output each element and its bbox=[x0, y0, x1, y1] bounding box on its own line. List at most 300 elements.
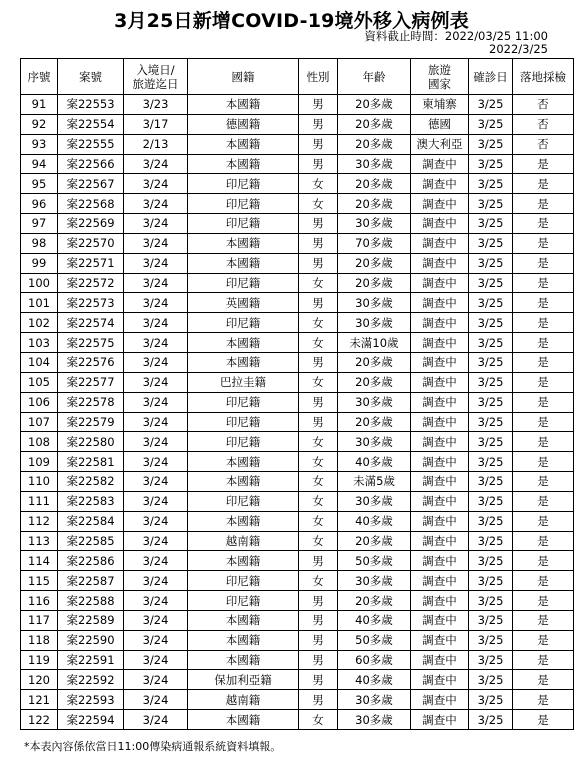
cell-landing-test: 是 bbox=[513, 670, 574, 690]
cell-gender: 女 bbox=[299, 531, 338, 551]
cell-diagnosis-date: 3/25 bbox=[469, 690, 513, 710]
cell-landing-test: 是 bbox=[513, 273, 574, 293]
imported-cases-table bbox=[20, 58, 574, 730]
cell-age: 20多歲 bbox=[338, 531, 411, 551]
cell-entry-date: 3/24 bbox=[124, 571, 188, 591]
cell-age: 20多歲 bbox=[338, 194, 411, 214]
cell-diagnosis-date: 3/25 bbox=[469, 253, 513, 273]
cell-age: 20多歲 bbox=[338, 174, 411, 194]
cell-case-id: 案22567 bbox=[58, 174, 124, 194]
table-body bbox=[21, 95, 574, 730]
cell-nationality: 印尼籍 bbox=[188, 432, 299, 452]
cell-nationality: 本國籍 bbox=[188, 630, 299, 650]
cell-case-id: 案22574 bbox=[58, 313, 124, 333]
cell-diagnosis-date: 3/25 bbox=[469, 392, 513, 412]
cell-entry-date: 3/24 bbox=[124, 233, 188, 253]
cell-landing-test: 是 bbox=[513, 174, 574, 194]
cell-nationality: 本國籍 bbox=[188, 352, 299, 372]
cell-entry-date: 3/24 bbox=[124, 610, 188, 630]
cell-diagnosis-date: 3/25 bbox=[469, 154, 513, 174]
cell-case-id: 案22592 bbox=[58, 670, 124, 690]
cell-diagnosis-date: 3/25 bbox=[469, 372, 513, 392]
cell-age: 20多歲 bbox=[338, 273, 411, 293]
cell-age: 20多歲 bbox=[338, 352, 411, 372]
cell-diagnosis-date: 3/25 bbox=[469, 352, 513, 372]
cell-gender: 男 bbox=[299, 650, 338, 670]
table-row bbox=[21, 452, 574, 472]
cell-case-id: 案22575 bbox=[58, 333, 124, 353]
cell-case-id: 案22572 bbox=[58, 273, 124, 293]
data-cutoff-time: 資料截止時間：2022/03/25 11:00 bbox=[364, 29, 548, 43]
table-row bbox=[21, 333, 574, 353]
header-case-id: 案號 bbox=[58, 59, 124, 95]
cell-entry-date: 3/17 bbox=[124, 114, 188, 134]
cell-serial: 119 bbox=[21, 650, 58, 670]
cell-diagnosis-date: 3/25 bbox=[469, 472, 513, 492]
cell-entry-date: 3/24 bbox=[124, 630, 188, 650]
cell-landing-test: 是 bbox=[513, 491, 574, 511]
cell-landing-test: 是 bbox=[513, 253, 574, 273]
cell-serial: 113 bbox=[21, 531, 58, 551]
cell-entry-date: 3/24 bbox=[124, 253, 188, 273]
cell-age: 30多歲 bbox=[338, 571, 411, 591]
cell-entry-date: 3/24 bbox=[124, 551, 188, 571]
cell-nationality: 本國籍 bbox=[188, 472, 299, 492]
cell-gender: 男 bbox=[299, 293, 338, 313]
cell-landing-test: 是 bbox=[513, 313, 574, 333]
cell-gender: 女 bbox=[299, 313, 338, 333]
cell-entry-date: 3/24 bbox=[124, 531, 188, 551]
cell-diagnosis-date: 3/25 bbox=[469, 293, 513, 313]
cell-entry-date: 3/24 bbox=[124, 333, 188, 353]
table-row bbox=[21, 134, 574, 154]
cell-serial: 107 bbox=[21, 412, 58, 432]
cell-entry-date: 3/24 bbox=[124, 432, 188, 452]
cell-entry-date: 3/24 bbox=[124, 690, 188, 710]
cell-gender: 女 bbox=[299, 511, 338, 531]
cell-case-id: 案22581 bbox=[58, 452, 124, 472]
cell-nationality: 本國籍 bbox=[188, 154, 299, 174]
cell-travel-country: 澳大利亞 bbox=[411, 134, 469, 154]
cell-landing-test: 是 bbox=[513, 333, 574, 353]
cell-diagnosis-date: 3/25 bbox=[469, 412, 513, 432]
cell-diagnosis-date: 3/25 bbox=[469, 511, 513, 531]
cell-landing-test: 是 bbox=[513, 551, 574, 571]
cell-nationality: 印尼籍 bbox=[188, 214, 299, 234]
cell-nationality: 越南籍 bbox=[188, 531, 299, 551]
cell-diagnosis-date: 3/25 bbox=[469, 333, 513, 353]
cell-landing-test: 是 bbox=[513, 452, 574, 472]
cell-travel-country: 調查中 bbox=[411, 571, 469, 591]
table-row bbox=[21, 352, 574, 372]
cell-diagnosis-date: 3/25 bbox=[469, 313, 513, 333]
cell-age: 30多歲 bbox=[338, 491, 411, 511]
cell-serial: 103 bbox=[21, 333, 58, 353]
cell-entry-date: 3/24 bbox=[124, 174, 188, 194]
cell-entry-date: 3/24 bbox=[124, 412, 188, 432]
cell-age: 20多歲 bbox=[338, 372, 411, 392]
cell-entry-date: 3/24 bbox=[124, 511, 188, 531]
cell-age: 未滿10歲 bbox=[338, 333, 411, 353]
cell-serial: 95 bbox=[21, 174, 58, 194]
cell-diagnosis-date: 3/25 bbox=[469, 134, 513, 154]
cell-gender: 女 bbox=[299, 710, 338, 730]
cell-serial: 108 bbox=[21, 432, 58, 452]
cell-diagnosis-date: 3/25 bbox=[469, 670, 513, 690]
cell-age: 30多歲 bbox=[338, 154, 411, 174]
cell-nationality: 本國籍 bbox=[188, 452, 299, 472]
cell-entry-date: 3/24 bbox=[124, 650, 188, 670]
cell-entry-date: 3/24 bbox=[124, 591, 188, 611]
cell-diagnosis-date: 3/25 bbox=[469, 571, 513, 591]
cell-case-id: 案22577 bbox=[58, 372, 124, 392]
cell-nationality: 本國籍 bbox=[188, 253, 299, 273]
cell-gender: 男 bbox=[299, 253, 338, 273]
cell-diagnosis-date: 3/25 bbox=[469, 610, 513, 630]
cell-serial: 122 bbox=[21, 710, 58, 730]
table-row bbox=[21, 491, 574, 511]
cell-nationality: 印尼籍 bbox=[188, 174, 299, 194]
cell-age: 50多歲 bbox=[338, 630, 411, 650]
table-row bbox=[21, 571, 574, 591]
cell-entry-date: 3/24 bbox=[124, 352, 188, 372]
table-row bbox=[21, 95, 574, 115]
cell-case-id: 案22583 bbox=[58, 491, 124, 511]
cell-travel-country: 調查中 bbox=[411, 313, 469, 333]
cell-nationality: 本國籍 bbox=[188, 233, 299, 253]
table-row bbox=[21, 610, 574, 630]
cell-nationality: 印尼籍 bbox=[188, 313, 299, 333]
cell-landing-test: 是 bbox=[513, 591, 574, 611]
cell-travel-country: 調查中 bbox=[411, 214, 469, 234]
cell-age: 30多歲 bbox=[338, 313, 411, 333]
cell-serial: 117 bbox=[21, 610, 58, 630]
cell-age: 20多歲 bbox=[338, 412, 411, 432]
cell-gender: 男 bbox=[299, 610, 338, 630]
cell-travel-country: 柬埔寨 bbox=[411, 95, 469, 115]
table-row bbox=[21, 174, 574, 194]
cell-nationality: 越南籍 bbox=[188, 690, 299, 710]
cell-serial: 114 bbox=[21, 551, 58, 571]
cell-nationality: 本國籍 bbox=[188, 610, 299, 630]
cell-entry-date: 3/24 bbox=[124, 452, 188, 472]
cell-nationality: 保加利亞籍 bbox=[188, 670, 299, 690]
cell-age: 40多歲 bbox=[338, 610, 411, 630]
cell-gender: 男 bbox=[299, 154, 338, 174]
cell-case-id: 案22585 bbox=[58, 531, 124, 551]
table-row bbox=[21, 233, 574, 253]
cell-travel-country: 調查中 bbox=[411, 372, 469, 392]
table-row bbox=[21, 313, 574, 333]
cell-landing-test: 是 bbox=[513, 650, 574, 670]
cell-landing-test: 是 bbox=[513, 293, 574, 313]
cell-travel-country: 調查中 bbox=[411, 333, 469, 353]
table-row bbox=[21, 650, 574, 670]
cell-nationality: 本國籍 bbox=[188, 551, 299, 571]
cell-case-id: 案22578 bbox=[58, 392, 124, 412]
cell-landing-test: 是 bbox=[513, 571, 574, 591]
cell-gender: 女 bbox=[299, 571, 338, 591]
cell-nationality: 巴拉圭籍 bbox=[188, 372, 299, 392]
cell-case-id: 案22555 bbox=[58, 134, 124, 154]
cell-gender: 男 bbox=[299, 551, 338, 571]
cell-gender: 男 bbox=[299, 214, 338, 234]
table-row bbox=[21, 273, 574, 293]
cell-landing-test: 是 bbox=[513, 412, 574, 432]
table-row bbox=[21, 214, 574, 234]
cell-case-id: 案22593 bbox=[58, 690, 124, 710]
cell-serial: 109 bbox=[21, 452, 58, 472]
cell-entry-date: 2/13 bbox=[124, 134, 188, 154]
cell-travel-country: 調查中 bbox=[411, 352, 469, 372]
cell-nationality: 印尼籍 bbox=[188, 491, 299, 511]
cell-serial: 112 bbox=[21, 511, 58, 531]
cell-case-id: 案22584 bbox=[58, 511, 124, 531]
cell-landing-test: 是 bbox=[513, 154, 574, 174]
cell-travel-country: 調查中 bbox=[411, 412, 469, 432]
cell-nationality: 本國籍 bbox=[188, 511, 299, 531]
cell-entry-date: 3/24 bbox=[124, 670, 188, 690]
cell-diagnosis-date: 3/25 bbox=[469, 452, 513, 472]
cell-serial: 106 bbox=[21, 392, 58, 412]
cell-serial: 120 bbox=[21, 670, 58, 690]
cell-travel-country: 調查中 bbox=[411, 531, 469, 551]
cell-gender: 男 bbox=[299, 412, 338, 432]
cell-case-id: 案22554 bbox=[58, 114, 124, 134]
cell-travel-country: 調查中 bbox=[411, 452, 469, 472]
cell-serial: 97 bbox=[21, 214, 58, 234]
cell-nationality: 本國籍 bbox=[188, 333, 299, 353]
cell-serial: 96 bbox=[21, 194, 58, 214]
cell-age: 30多歲 bbox=[338, 214, 411, 234]
header-nationality: 國籍 bbox=[188, 59, 299, 95]
cell-age: 50多歲 bbox=[338, 551, 411, 571]
cell-serial: 105 bbox=[21, 372, 58, 392]
cell-nationality: 印尼籍 bbox=[188, 392, 299, 412]
cell-diagnosis-date: 3/25 bbox=[469, 432, 513, 452]
cell-diagnosis-date: 3/25 bbox=[469, 491, 513, 511]
cell-diagnosis-date: 3/25 bbox=[469, 114, 513, 134]
cell-case-id: 案22590 bbox=[58, 630, 124, 650]
cell-serial: 102 bbox=[21, 313, 58, 333]
cell-travel-country: 德國 bbox=[411, 114, 469, 134]
table-row bbox=[21, 293, 574, 313]
cell-case-id: 案22586 bbox=[58, 551, 124, 571]
cell-serial: 104 bbox=[21, 352, 58, 372]
table-header-row bbox=[21, 59, 574, 95]
table-row bbox=[21, 114, 574, 134]
cell-age: 30多歲 bbox=[338, 293, 411, 313]
cell-gender: 男 bbox=[299, 95, 338, 115]
cell-serial: 121 bbox=[21, 690, 58, 710]
cell-diagnosis-date: 3/25 bbox=[469, 650, 513, 670]
table-row bbox=[21, 511, 574, 531]
cell-case-id: 案22579 bbox=[58, 412, 124, 432]
cell-age: 30多歲 bbox=[338, 392, 411, 412]
table-row bbox=[21, 531, 574, 551]
cell-entry-date: 3/24 bbox=[124, 710, 188, 730]
table-row bbox=[21, 472, 574, 492]
table-row bbox=[21, 432, 574, 452]
cell-gender: 女 bbox=[299, 432, 338, 452]
cell-landing-test: 否 bbox=[513, 134, 574, 154]
table-row bbox=[21, 690, 574, 710]
cell-age: 70多歲 bbox=[338, 233, 411, 253]
cell-age: 30多歲 bbox=[338, 710, 411, 730]
cell-case-id: 案22588 bbox=[58, 591, 124, 611]
table-row bbox=[21, 412, 574, 432]
table-row bbox=[21, 551, 574, 571]
cell-landing-test: 是 bbox=[513, 690, 574, 710]
cell-nationality: 印尼籍 bbox=[188, 194, 299, 214]
cell-diagnosis-date: 3/25 bbox=[469, 551, 513, 571]
cell-diagnosis-date: 3/25 bbox=[469, 273, 513, 293]
cell-nationality: 本國籍 bbox=[188, 710, 299, 730]
cell-diagnosis-date: 3/25 bbox=[469, 214, 513, 234]
cell-entry-date: 3/24 bbox=[124, 472, 188, 492]
table-row bbox=[21, 630, 574, 650]
cell-diagnosis-date: 3/25 bbox=[469, 174, 513, 194]
cell-gender: 女 bbox=[299, 273, 338, 293]
cell-case-id: 案22570 bbox=[58, 233, 124, 253]
table-row bbox=[21, 154, 574, 174]
cell-case-id: 案22571 bbox=[58, 253, 124, 273]
footnote: *本表內容係依當日11:00傳染病通報系統資料填報。 bbox=[24, 740, 282, 753]
cell-landing-test: 是 bbox=[513, 214, 574, 234]
cell-gender: 女 bbox=[299, 333, 338, 353]
table-row bbox=[21, 591, 574, 611]
cell-case-id: 案22553 bbox=[58, 95, 124, 115]
cell-diagnosis-date: 3/25 bbox=[469, 531, 513, 551]
cell-travel-country: 調查中 bbox=[411, 670, 469, 690]
cell-gender: 女 bbox=[299, 491, 338, 511]
cell-entry-date: 3/24 bbox=[124, 392, 188, 412]
cell-age: 40多歲 bbox=[338, 452, 411, 472]
cell-nationality: 印尼籍 bbox=[188, 412, 299, 432]
cell-case-id: 案22591 bbox=[58, 650, 124, 670]
cell-nationality: 印尼籍 bbox=[188, 571, 299, 591]
header-serial: 序號 bbox=[21, 59, 58, 95]
cell-landing-test: 是 bbox=[513, 392, 574, 412]
table-row bbox=[21, 253, 574, 273]
header-entry-date: 入境日/ 旅遊迄日 bbox=[124, 59, 188, 95]
cell-travel-country: 調查中 bbox=[411, 630, 469, 650]
cell-entry-date: 3/24 bbox=[124, 313, 188, 333]
cell-landing-test: 是 bbox=[513, 511, 574, 531]
cell-travel-country: 調查中 bbox=[411, 591, 469, 611]
cell-travel-country: 調查中 bbox=[411, 233, 469, 253]
cell-travel-country: 調查中 bbox=[411, 610, 469, 630]
cell-gender: 女 bbox=[299, 472, 338, 492]
cell-diagnosis-date: 3/25 bbox=[469, 630, 513, 650]
cell-case-id: 案22580 bbox=[58, 432, 124, 452]
header-landing-test: 落地採檢 bbox=[513, 59, 574, 95]
cell-travel-country: 調查中 bbox=[411, 392, 469, 412]
cell-serial: 91 bbox=[21, 95, 58, 115]
cell-gender: 女 bbox=[299, 174, 338, 194]
cell-age: 20多歲 bbox=[338, 253, 411, 273]
cell-gender: 女 bbox=[299, 372, 338, 392]
page-title: 3月25日新增COVID-19境外移入病例表 bbox=[114, 10, 469, 32]
cell-nationality: 英國籍 bbox=[188, 293, 299, 313]
cell-serial: 110 bbox=[21, 472, 58, 492]
cell-gender: 男 bbox=[299, 233, 338, 253]
cell-age: 未滿5歲 bbox=[338, 472, 411, 492]
cell-nationality: 本國籍 bbox=[188, 95, 299, 115]
cell-age: 60多歲 bbox=[338, 650, 411, 670]
cell-landing-test: 是 bbox=[513, 531, 574, 551]
cell-nationality: 印尼籍 bbox=[188, 591, 299, 611]
cell-travel-country: 調查中 bbox=[411, 472, 469, 492]
cell-nationality: 本國籍 bbox=[188, 134, 299, 154]
cell-entry-date: 3/24 bbox=[124, 293, 188, 313]
cell-travel-country: 調查中 bbox=[411, 253, 469, 273]
cell-nationality: 印尼籍 bbox=[188, 273, 299, 293]
cell-travel-country: 調查中 bbox=[411, 154, 469, 174]
header-gender: 性別 bbox=[299, 59, 338, 95]
cell-entry-date: 3/24 bbox=[124, 491, 188, 511]
cell-serial: 111 bbox=[21, 491, 58, 511]
table-row bbox=[21, 710, 574, 730]
cell-diagnosis-date: 3/25 bbox=[469, 591, 513, 611]
cell-nationality: 德國籍 bbox=[188, 114, 299, 134]
cell-travel-country: 調查中 bbox=[411, 273, 469, 293]
cell-gender: 男 bbox=[299, 670, 338, 690]
cell-gender: 女 bbox=[299, 194, 338, 214]
cell-serial: 100 bbox=[21, 273, 58, 293]
cell-serial: 118 bbox=[21, 630, 58, 650]
header-age: 年齡 bbox=[338, 59, 411, 95]
cell-serial: 101 bbox=[21, 293, 58, 313]
cell-age: 20多歲 bbox=[338, 591, 411, 611]
cell-case-id: 案22573 bbox=[58, 293, 124, 313]
cell-age: 20多歲 bbox=[338, 114, 411, 134]
cell-landing-test: 是 bbox=[513, 710, 574, 730]
cell-serial: 92 bbox=[21, 114, 58, 134]
cell-gender: 男 bbox=[299, 352, 338, 372]
cell-gender: 男 bbox=[299, 134, 338, 154]
cell-travel-country: 調查中 bbox=[411, 551, 469, 571]
table-row bbox=[21, 670, 574, 690]
cell-gender: 女 bbox=[299, 452, 338, 472]
cell-travel-country: 調查中 bbox=[411, 511, 469, 531]
cell-landing-test: 否 bbox=[513, 95, 574, 115]
cell-landing-test: 是 bbox=[513, 352, 574, 372]
cell-age: 30多歲 bbox=[338, 690, 411, 710]
cell-landing-test: 否 bbox=[513, 114, 574, 134]
cell-serial: 99 bbox=[21, 253, 58, 273]
cell-age: 30多歲 bbox=[338, 432, 411, 452]
cell-landing-test: 是 bbox=[513, 194, 574, 214]
cell-serial: 94 bbox=[21, 154, 58, 174]
cell-landing-test: 是 bbox=[513, 432, 574, 452]
table-row bbox=[21, 372, 574, 392]
cell-entry-date: 3/24 bbox=[124, 214, 188, 234]
cell-landing-test: 是 bbox=[513, 233, 574, 253]
cell-serial: 116 bbox=[21, 591, 58, 611]
cell-travel-country: 調查中 bbox=[411, 293, 469, 313]
cell-landing-test: 是 bbox=[513, 372, 574, 392]
cell-age: 40多歲 bbox=[338, 670, 411, 690]
cell-travel-country: 調查中 bbox=[411, 710, 469, 730]
cell-landing-test: 是 bbox=[513, 610, 574, 630]
cell-case-id: 案22582 bbox=[58, 472, 124, 492]
cell-gender: 男 bbox=[299, 690, 338, 710]
cell-gender: 男 bbox=[299, 630, 338, 650]
cell-travel-country: 調查中 bbox=[411, 432, 469, 452]
cell-serial: 98 bbox=[21, 233, 58, 253]
cell-serial: 115 bbox=[21, 571, 58, 591]
